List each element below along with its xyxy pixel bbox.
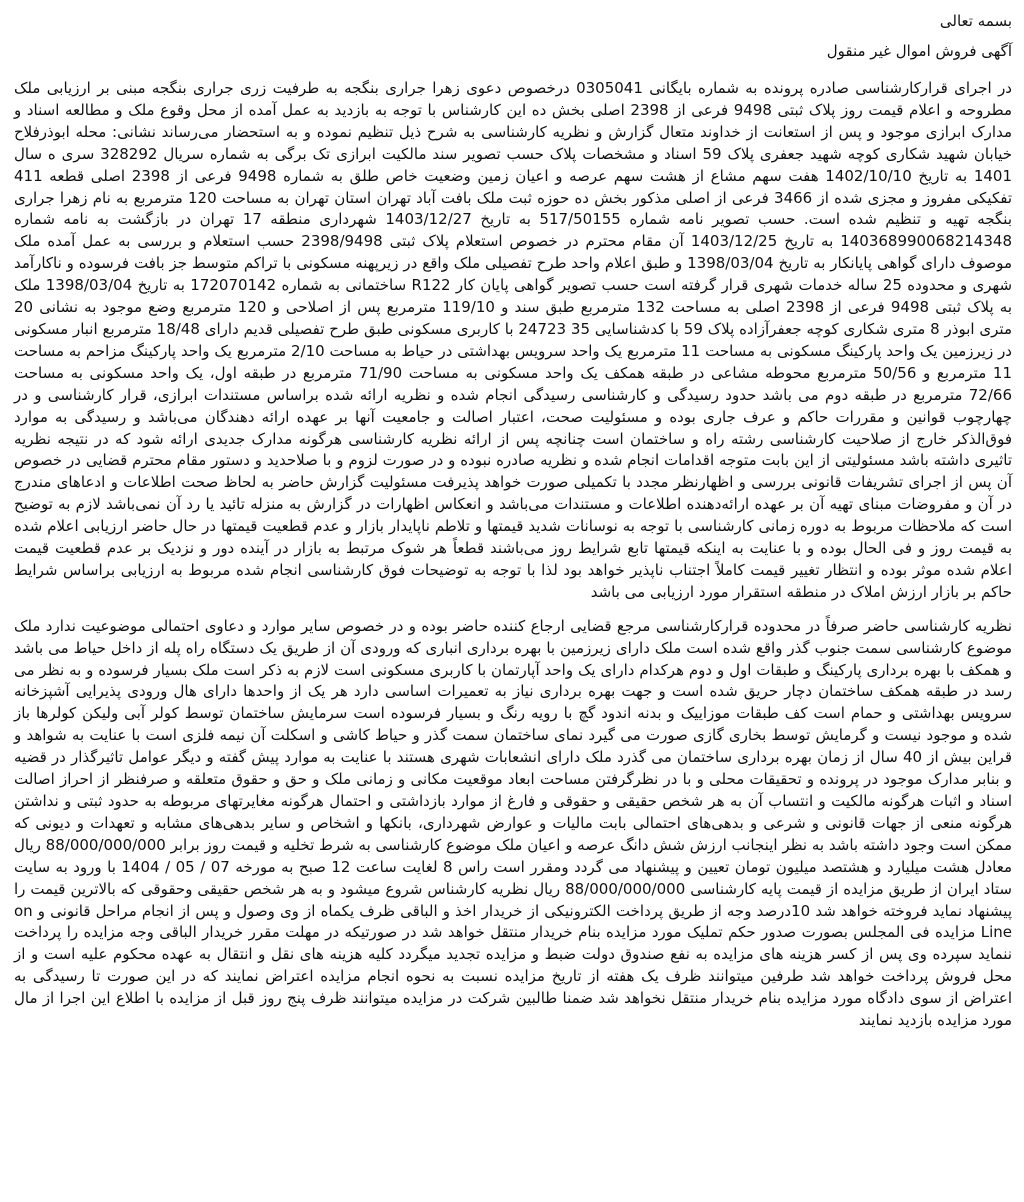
document-heading: بسمه تعالی (939, 12, 1012, 30)
document-subheading: آگهی فروش اموال غیر منقول (826, 42, 1012, 60)
auction-terms-paragraph: نظریه کارشناسی حاضر صرفاً در محدوده قرارکارشناسی مرجع قضایی ارجاع کننده حاضر بوده و در خصوص سایر موارد و دعاوی احتمالی موضوعیت ندارد ملک موضوع کارشناسی سمت جنوب گذر واقع شده است ملک دارای زیرزمین با بهره برداری انباری که ورودی آن از طریق یک دستگاه راه پله از داخل حیاط می باشد و همکف با بهره برداری پارکینگ و طبقات اول و دوم هرکدام دارای یک واحد آپارتمان با کاربری مسکونی است لازم به ذکر است ملک بسیار فرسوده و به نظر می رسد در طبقه همکف ساختمان دچار حریق شده است و جهت بهره برداری نیاز به تعمیرات اساسی دارد هر یک از واحدها دارای هال ورودی پذیرایی آشپزخانه سرویس بهداشتی و حمام است کف طبقات موزاییک و بدنه اندود گچ با رویه رنگ و بسیار فرسوده است سرمایش ساختمان توسط کولر آبی ولیکن کولرها باز شده و موجود نیست و گرمایش توسط بخاری گازی صورت می گیرد نمای ساختمان سمت گذر و حیاط کاشی و اسکلت آن نیمه فلزی است با عنایت به شواهد و قراین بیش از 40 سال از زمان بهره برداری ساختمان می گذرد ملک دارای انشعابات شهری هستند با عنایت به موارد پیش گفته و دیگر عوامل تاثیرگذار در قضیه و بنابر مدارک موجود در پرونده و تحقیقات محلی و با در نظرگرفتن مساحت ابعاد موقعیت مکانی و زمانی ملک و حق و حقوق متعلقه و صرفنظر از احراز اصالت اسناد و اثبات هرگونه مالکیت و انتساب آن به هر شخص حقیقی و حقوقی و فارغ از موارد بازداشتی و احتمال هرگونه مغایرتهای مربوطه به حدود ثبتی و نداشتن هرگونه منعی از جهات قانونی و شرعی و بدهی‌های احتمالی بابت مالیات و عوارض شهرداری، بانکها و اشخاص و سایر بدهی‌های مشابه و تعهدات و دیونی که ممکن است وجود داشته باشد به نظر اینجانب ارزش شش دانگ عرصه و اعیان ملک موضوع کارشناسی به شرط تخلیه و قیمت روز برابر 88/000/000/000 ریال معادل هشت میلیارد و هشتصد میلیون تومان تعیین و پیشنهاد می گردد ومقرر است راس 8 لغایت ساعت 12 صبح به مورخه 07 / 05 / 1404 با ورود به سایت ستاد ایران از طریق مزایده از قیمت پایه کارشناسی 88/000/000/000 ریال نظریه کارشناس شروع میشود و به هر شخص حقیقی وحقوقی که بالاترین قیمت را پیشنهاد نماید فروخته خواهد شد 10درصد وجه از طریق پرداخت الکترونیکی از خریدار اخذ و الباقی ظرف یکماه از وی وصول و پس از انجام مراحل قانونی و on Line مزایده فی المجلس بصورت صدور حکم تملیک مورد مزایده بنام خریدار منتقل خواهد شد در صورتیکه در مهلت مقرر خریدار الباقی وجه مزایده را پرداخت ننماید سپرده وی پس از کسر هزینه های مزایده به نفع صندوق دولت ضبط و مزایده تجدید میگردد کلیه هزینه های نقل و انتقال به عهده محکوم علیه است و از محل فروش پرداخت خواهد شد طرفین میتوانند ظرف یک هفته از تاریخ مزایده نسبت به نحوه انجام مزایده اعتراض نمایند که در این صورت تا رسیدگی به اعتراض از سوی دادگاه مورد مزایده بنام خریدار منتقل نخواهد شد ضمنا طالبین شرکت در مزایده میتوانند ظرف پنج روز قبل از مزایده با اطلاع این اجرا از مال مورد مزایده بازدید نمایند (14, 616, 1013, 1030)
notice-document (14, 10, 1012, 1192)
expert-report-paragraph: در اجرای قرارکارشناسی صادره پرونده به شماره بایگانی 0305041 درخصوص دعوی زهرا جراری بنگجه به طرفیت زری جراری بنگجه مبنی بر ارزیابی ملک مطروحه و اعلام قیمت روز پلاک ثبتی 9498 فرعی از 2398 اصلی بخش ده این کارشناس با توجه به بازدید به عمل آمده از محل وقوع ملک و مطالعه اسناد و مدارک ابرازی موجود و پس از استعانت از خداوند متعال گزارش و نظریه کارشناسی به شرح ذیل تنظیم نموده و به استحضار می‌رساند نشانی: محله ابوذرفلاح خیابان شهید شکاری کوچه شهید جعفری پلاک 59 اسناد و مشخصات پلاک حسب تصویر سند مالکیت ابرازی تک برگی به شماره سریال 328292 سری ه سال 1401 به تاریخ 1402/10/10 هفت سهم مشاع از هشت سهم عرصه و اعیان زمین وضعیت خاص طلق به شماره 9498 فرعی از 2398 اصلی قطعه 411 تفکیکی مفروز و مجزی شده از 3466 فرعی از اصلی مذکور بخش ده حوزه ثبت ملک بافت آباد تهران استان تهران به مساحت 120 مترمربع به نام زهرا جراری بنگجه تهیه و تنظیم شده است. حسب تصویر نامه شماره 517/50155 به تاریخ 1403/12/27 شهرداری منطقه 17 تهران در بازگشت به نامه شماره 140368990068214348 به تاریخ 1403/12/25 آن مقام محترم در خصوص استعلام پلاک ثبتی 2398/9498 حسب استعلام و بررسی به عمل آمده ملک موصوف دارای گواهی پایانکار به تاریخ 1398/03/04 و طبق اعلام واحد طرح تفصیلی ملک واقع در زیرپهنه مسکونی با تراکم متوسط جز بافت فرسوده و ناکارآمد شهری و محدوده 25 ساله خدمات شهری قرار گرفته است حسب تصویر گواهی پایان کار R122 ساختمانی به شماره 172070142 به تاریخ 1398/03/04 ملک به پلاک ثبتی 9498 فرعی از 2398 اصلی به مساحت 132 مترمربع طبق سند و 119/10 مترمربع پس از اصلاحی و 120 مترمربع وضع موجود به نشانی 20 متری ابوذر 8 متری شکاری کوچه جعفرآزاده پلاک 59 با کدشناسایی 35 24723 با کاربری مسکونی طبق طرح تفصیلی قدیم دارای 18/48 مترمربع انبار مسکونی در زیرزمین یک واحد پارکینگ مسکونی به مساحت 11 مترمربع یک واحد سرویس بهداشتی در حیاط به مساحت 2/10 مترمربع یک واحد پارکینگ مزاحم به مساحت 11 مترمربع و 50/56 مترمربع محوطه مشاعی در طبقه همکف یک واحد مسکونی به مساحت 71/90 مترمربع در طبقه اول، یک واحد مسکونی به مساحت 72/66 مترمربع در طبقه دوم می باشد حدود رسیدگی و کارشناسی رسیدگی انجام شده و نظریه ارائه شده براساس مستندات ابرازی، قرار کارشناسی و در چهارچوب قوانین و مقررات حاکم و عرف جاری بوده و مسئولیت صحت، اعتبار اصالت و جامعیت آنها بر عهده ارائه دهندگان می‌باشد و رسیدگی به موارد فوق‌الذکر خارج از صلاحیت کارشناسی رشته راه و ساختمان است چنانچه پس از ارائه نظریه کارشناسی هرگونه مدارک جدیدی ارائه شود که در نتیجه نظریه تاثیری داشته باشد مسئولیتی از این بابت متوجه اقدامات انجام شده و نظریه صادره نبوده و در صورت لزوم و با صلاحدید و دستور مقام محترم قضایی در خصوص آن پس از اجرای تشریفات قانونی بررسی و اظهارنظر مجدد با تکمیلی صورت خواهد پذیرفت مسئولیت گزارش حاضر به لحاظ صحت اطلاعات و ادعاهای مندرج در آن و مفروضات مبنای تهیه آن بر عهده ارائه‌دهنده اطلاعات و مستندات می‌باشد و انعکاس اظهارات در گزارش به منزله تائید یا رد آن نمی‌باشد لازم به توضیح است که ملاحظات مربوط به دوره زمانی کارشناسی با توجه به نوسانات شدید قیمتها و تلاطم ناپایدار بازار و عدم قطعیت قیمتها در حال حاضر ارزیابی اعلام شده به قیمت روز و فی الحال بوده و با عنایت به اینکه قیمتها تابع شرایط روز می‌باشند قطعاً هر شوک مرتبط به بازار در آینده دور و نزدیک بر عدم قطعیت قیمت اعلام شده موثر بوده و انتظار تغییر قیمت کاملاً اجتناب ناپذیر خواهد بود لذا با توجه به توضیحات فوق کارشناسی انجام شده مربوط به ارزیابی براساس شرایط حاکم بر بازار ارزش املاک در منطقه استقرار مورد ارزیابی می باشد (14, 79, 1013, 601)
